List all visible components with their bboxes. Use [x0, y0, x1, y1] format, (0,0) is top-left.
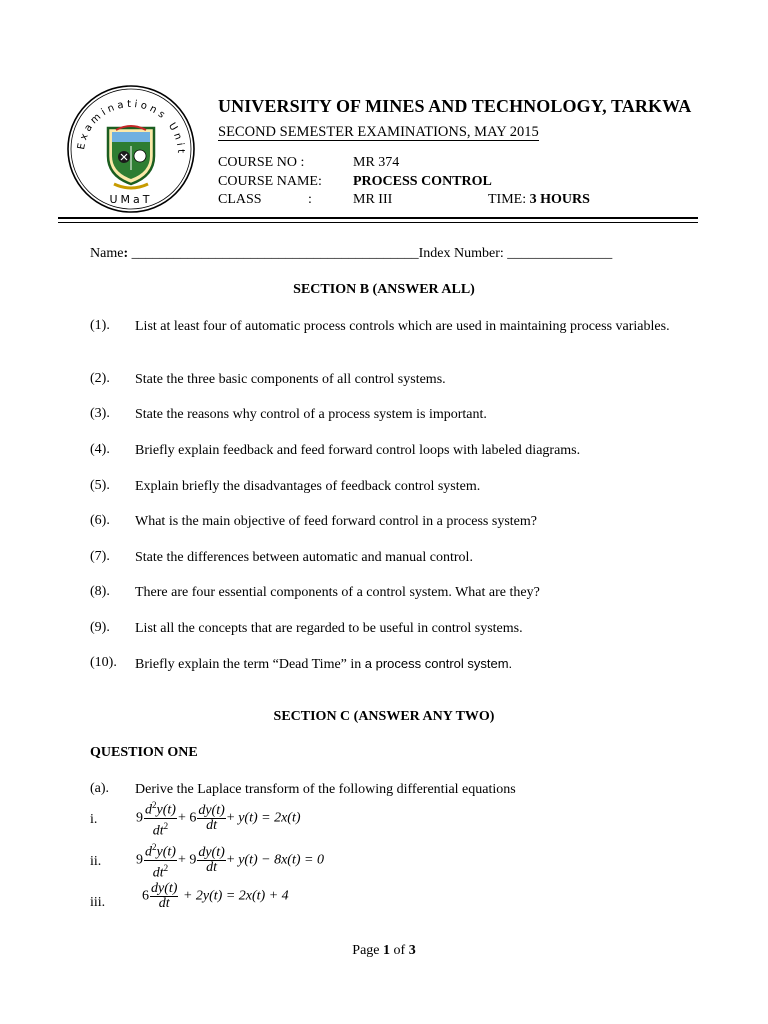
equation-ii: 9 $\frac{d^2y(t)}{dt^2}$ + 9 $\frac{dy(t)}{dt}$ + y(t) − 8x(t) = 0: [136, 842, 324, 881]
question-text: State the reasons why control of a process system is important.: [135, 407, 487, 422]
question-text: List all the concepts that are regarded to be useful in control systems.: [135, 621, 523, 636]
header-rule-thin: [58, 222, 698, 223]
section-c-title: SECTION C (ANSWER ANY TWO): [273, 709, 495, 724]
question-number: (3).: [90, 406, 110, 421]
question-number: (7).: [90, 549, 110, 564]
question-number: (10).: [90, 655, 117, 670]
time-info: TIME: 3 HOURS: [488, 192, 590, 207]
question-number: (5).: [90, 478, 110, 493]
index-number-blank: _______________: [507, 246, 613, 261]
index-number-label: Index Number:: [418, 246, 508, 261]
course-no-label: COURSE NO :: [218, 155, 305, 170]
question-number: (1).: [90, 318, 110, 333]
question-text: Briefly explain the term “Dead Time” in a process control system.: [135, 656, 513, 672]
question-text: List at least four of automatic process controls which are used in maintaining process variables.: [135, 319, 670, 334]
class-colon: :: [308, 192, 312, 207]
section-b-title: SECTION B (ANSWER ALL): [293, 282, 475, 297]
question-text: There are four essential components of a control system. What are they?: [135, 585, 540, 600]
page-number: Page 1 of 3: [352, 943, 416, 958]
course-name-value: PROCESS CONTROL: [353, 174, 492, 189]
name-index-line: Name: _________________________________________Index Number: _______________: [90, 246, 613, 261]
svg-text:Examinations Unit: Examinations Unit: [76, 98, 187, 157]
equation-label: ii.: [90, 854, 102, 869]
name-blank: _________________________________________: [131, 246, 419, 261]
class-label: CLASS: [218, 192, 262, 207]
equation-iii: 6 $\frac{dy(t)}{dt}$ + 2y(t) = 2x(t) + 4: [142, 881, 289, 911]
class-value: MR III: [353, 192, 393, 207]
question-one-title: QUESTION ONE: [90, 745, 198, 760]
university-name: UNIVERSITY OF MINES AND TECHNOLOGY, TARKWA: [218, 96, 692, 116]
question-number: (2).: [90, 371, 110, 386]
part-a-label: (a).: [90, 781, 110, 796]
question-number: (8).: [90, 584, 110, 599]
question-text: State the differences between automatic and manual control.: [135, 550, 473, 565]
part-a-text: Derive the Laplace transform of the following differential equations: [135, 782, 516, 797]
question-number: (6).: [90, 513, 110, 528]
equation-label: i.: [90, 812, 98, 827]
svg-text:UMaT: UMaT: [109, 193, 153, 206]
course-name-label: COURSE NAME:: [218, 174, 322, 189]
question-text: Briefly explain feedback and feed forward control loops with labeled diagrams.: [135, 443, 581, 458]
question-text: What is the main objective of feed forward control in a process system?: [135, 514, 537, 529]
university-seal-logo: [66, 84, 196, 214]
equation-label: iii.: [90, 895, 106, 910]
exam-semester-title: SECOND SEMESTER EXAMINATIONS, MAY 2015: [218, 124, 539, 140]
course-no-value: MR 374: [353, 155, 400, 170]
question-number: (4).: [90, 442, 110, 457]
crest-emblem: [108, 126, 154, 188]
header-rule-thick: [58, 217, 698, 219]
question-text: State the three basic components of all control systems.: [135, 372, 446, 387]
question-text: Explain briefly the disadvantages of feedback control system.: [135, 479, 481, 494]
equation-i: 9 $\frac{d^2y(t)}{dt^2}$ + 6 $\frac{dy(t)}{dt}$ + y(t) = 2x(t): [136, 800, 301, 839]
question-number: (9).: [90, 620, 110, 635]
